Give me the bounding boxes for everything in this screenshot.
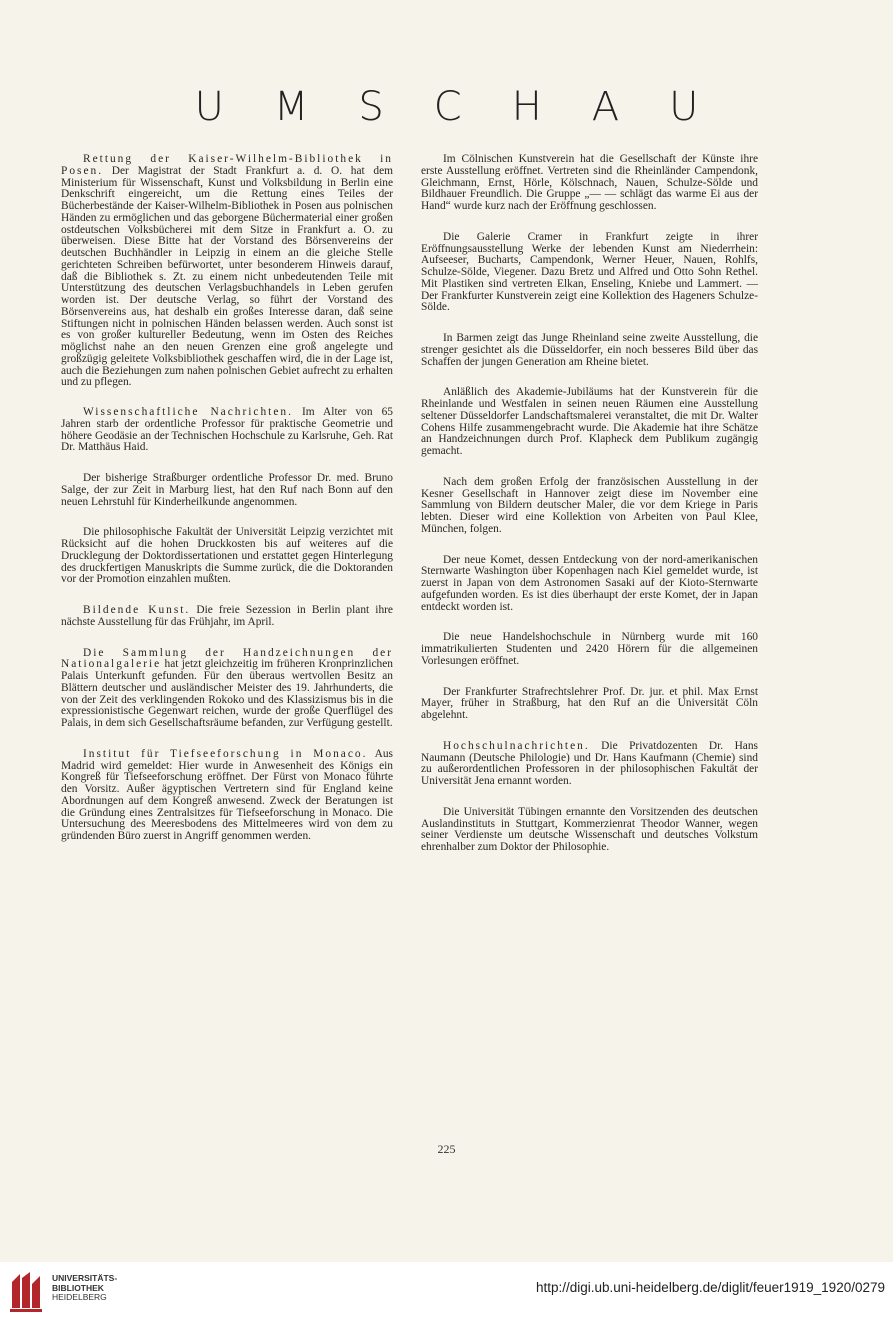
right-column [421,154,758,873]
article-text: Die freie Sezession in Berlin plant ihre nächste Ausstellung für das Frühjahr, im April. [61,604,393,628]
article-paragraph [61,648,393,730]
article-text: Die Universität Tübingen ernannte den Vorsitzenden des deutschen Auslandinstituts in Stuttgart, Kommerzienrat Theodor Wanner, wegen seiner Verdienste um deutsche Wissenschaft und deutsches Volkstum ehrenhalber zum Doktor der Philosophie. [421,805,758,853]
article-paragraph [421,632,758,667]
page-title: UMSCHAU [194,84,749,130]
article-text: Im Cölnischen Kunstverein hat die Gesellschaft der Künste ihre erste Ausstellung eröffnet. Vertreten sind die Rheinländer Campendonk, Gleichmann, Ernst, Hörle, Kölschnach, Nauen, Schulze-Sölde und Bildhauer Freundlich. Die Gruppe „— — schlägt das warme Ei aus der Hand“ wurde kurz nach der Eröffnung geschlossen. [421,153,758,212]
article-paragraph [421,555,758,614]
library-name-line: BIBLIOTHEK [52,1282,104,1293]
article-text: Der Frankfurter Strafrechtslehrer Prof. Dr. jur. et phil. Max Ernst Mayer, früher in Straßburg, hat den Ruf an die Universität Cöln abgelehnt. [421,685,758,721]
left-column [61,154,393,862]
article-paragraph [61,527,393,586]
article-lead: Bildende Kunst. [83,604,191,616]
article-paragraph [61,473,393,508]
article-paragraph [61,749,393,843]
article-paragraph [61,154,393,389]
article-text: Der neue Komet, dessen Entdeckung von der nord-amerikanischen Sternwarte Washington über Kopenhagen nach Kiel gemeldet wurde, ist zuerst in Japan von dem Astronomen Sasaki auf der Kioto-Sternwarte aufgefunden worden. Es ist dies überhaupt der erste Komet, der in Japan entdeckt worden ist. [421,553,758,613]
article-paragraph [421,477,758,536]
article-paragraph [421,687,758,722]
article-paragraph [61,407,393,454]
library-logo-icon[interactable] [8,1268,46,1314]
source-url-link[interactable]: http://digi.ub.uni-heidelberg.de/diglit/feuer1919_1920/0279 [535,1280,885,1295]
article-lead: Rettung der Kaiser-Wilhelm-Bibliothek in Posen. [61,153,393,177]
page-number: 225 [437,1142,456,1156]
article-text: In Barmen zeigt das Junge Rheinland seine zweite Ausstellung, die strenger gesichtet als die Düsseldorfer, ein noch besseres Bild über das Schaffen der jungen Generation am Rheine bietet. [421,332,758,368]
article-text: Anläßlich des Akademie-Jubiläums hat der Kunstverein für die Rheinlande und Westfalen in seinen neuen Räumen eine Ausstellung seltener Düsseldorfer Landschaftsmalerei veranstaltet, die mit Dr. Walter Cohens Hilfe zusammengebracht wurde. Die Akademie hat ihre Schätze an Handzeichnungen durch Prof. Klapheck dem Publikum zugängig gemacht. [421,386,758,457]
article-paragraph [61,605,393,629]
article-paragraph [421,333,758,368]
library-name-line: HEIDELBERG [52,1292,107,1302]
article-paragraph [421,232,758,314]
article-paragraph [421,154,758,213]
article-text: Aus Madrid wird gemeldet: Hier wurde in Anwesenheit des Königs ein Kongreß für Tiefseeforschung eröffnet. Der Fürst von Monaco führte den Vorsitz. Außer ägyptischen Vertretern sind für England keine Abordnungen auf dem Kongreß anwesend. Zweck der Beratungen ist die Gründung eines Zentralsitzes für Tiefseeforschung in Monaco. Die Untersuchung des Meeresbodens des Mittelmeeres wird von dem zu gründenden Büro zuerst in Angriff genommen werden. [61,747,393,842]
article-paragraph [421,387,758,458]
article-text: Die Privatdozenten Dr. Hans Naumann (Deutsche Philologie) und Dr. Hans Kaufmann (Chemie) sind zu außerordentlichen Professoren in der philosophischen Fakultät der Universität Jena ernannt worden. [421,739,758,787]
article-lead: Wissenschaftliche Nachrichten. [83,406,293,418]
article-paragraph [421,807,758,854]
library-name-line: UNIVERSITÄTS- [52,1273,118,1283]
article-text: Die Galerie Cramer in Frankfurt zeigte in ihrer Eröffnungsausstellung Werke der lebenden Kunst am Niederrhein: Aufseeser, Bucharts, Campendonk, Werner Heuer, Nauen, Rohlfs, Schulze-Sölde, Viegener. Dazu Bretz und Alfred und Otto Sohn Rethel. Mit Plastiken sind vertreten Elkan, Enseling, Kniebe und Lammert. — Der Frankfurter Kunstverein zeigt eine Kollektion des Hageners Schulze-Sölde. [421,230,758,314]
article-text: Der Magistrat der Stadt Frankfurt a. d. O. hat dem Ministerium für Wissenschaft, Kunst und Volksbildung in Berlin eine Denkschrift eingereicht, um die Rettung eines Teiles der Bücherbestände der Kaiser-Wilhelm-Bibliothek in Posen aus polnischen Händen zu ermöglichen und das geborgene Büchermaterial einer großen ostdeutschen Volksbücherei mit dem Sitze in Frankfurt a. O. zu überweisen. Diese Bitte hat der Vorstand des Börsenvereins der deutschen Buchhändler in Leipzig in einem an die gleiche Stelle gerichteten Schreiben befürwortet, unter besonderem Hinweis darauf, daß die Bibliothek s. Zt. zu einem nicht unbedeutenden Teile mit Unterstützung des deutschen Verlagsbuchhandels in Leben gerufen worden ist. Der deutsche Verlag, so führt der Vorstand des Börsenvereins aus, hat deshalb ein großes Interesse daran, daß seine Stiftungen nicht in polnischen Händen belassen werden. Auch sonst ist es von großer kultureller Bedeutung, wenn im Osten des Reiches möglichst nahe an den neuen Grenzen eine groß angelegte und großzügig geleitete Volksbibliothek geschaffen wird, die in der Lage ist, auch die Beziehungen zum nahen polnischen Gebiet aufrecht zu erhalten und zu pflegen. [61,164,393,389]
article-paragraph [421,741,758,788]
article-lead: Die Sammlung der Handzeichnungen der Nationalgalerie [61,646,393,671]
article-lead: Hochschulnachrichten. [443,739,590,752]
article-text: Nach dem großen Erfolg der französischen Ausstellung in der Kesner Gesellschaft in Hannover zeigt diese im November eine Sammlung von Bildern deutscher Maler, die vor dem Kriege in Paris lebten. Dieser wird eine Kollektion von Arbeiten von Paul Klee, München, folgen. [421,475,758,535]
article-text: Der bisherige Straßburger ordentliche Professor Dr. med. Bruno Salge, der zur Zeit in Marburg liest, hat den Ruf nach Bonn auf den neuen Lehrstuhl für Kinderheilkunde angenommen. [61,472,393,508]
article-text: Die neue Handelshochschule in Nürnberg wurde mit 160 immatrikulierten Studenten und 2420 Hörern für die allgemeinen Vorlesungen eröffnet. [421,631,758,667]
article-text: Die philosophische Fakultät der Universität Leipzig verzichtet mit Rücksicht auf die hohen Druckkosten bis auf weiteres auf die Drucklegung der Doktordissertationen und erstattet gegen Hinterlegung des druckfertigen Manuskripts die Summe zurück, die die Doktoranden vor der Promotion einzahlen mußten. [61,526,393,586]
article-text: Im Alter von 65 Jahren starb der ordentliche Professor für praktische Geometrie und höhere Geodäsie an der Technischen Hochschule zu Karlsruhe, Geh. Rat Dr. Matthäus Haid. [61,406,393,454]
library-name[interactable] [52,1274,117,1303]
article-lead: Institut für Tiefseeforschung in Monaco. [83,747,368,760]
article-text: hat jetzt gleichzeitig im früheren Kronprinzlichen Palais Unterkunft gefunden. Für den überaus wertvollen Besitz an Blättern deutscher und ausländischer Meister des 19. Jahrhunderts, die von der Zeit des verklingenden Rokoko und des Klassizismus bis in die expressionistische Gegenwart reichen, wurde der große Querflügel des Palais, in dem sich Gesellschaftsräume befanden, zur Verfügung gestellt. [61,658,393,729]
